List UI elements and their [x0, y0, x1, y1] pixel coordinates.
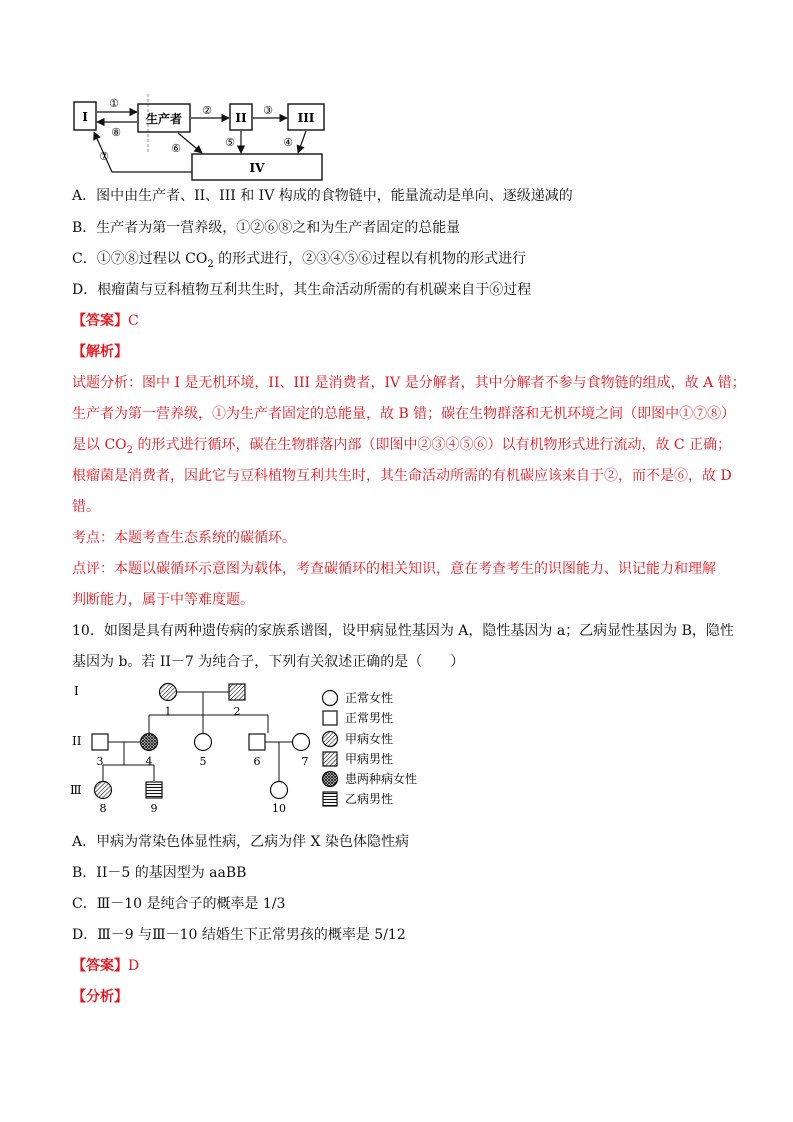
- pedigree-number-2: 2: [233, 705, 241, 718]
- legend-symbol-both-diseases-female: [323, 772, 338, 787]
- arrow-num-1: ①: [109, 97, 119, 110]
- q10-option-c: C．Ⅲ－10 是纯合子的概率是 1/3: [72, 896, 286, 912]
- legend-label-disease-a-male: 甲病男性: [345, 752, 394, 766]
- q9-analysis-line-2: 生产者为第一营养级，①为生产者固定的总能量，故 B 错；碳在生物群落和无机环境之间（即图中①⑦⑧）: [72, 406, 736, 422]
- q9-option-c-pre: C．①⑦⑧过程以 CO: [72, 251, 208, 267]
- arrow-num-6: ⑥: [171, 142, 181, 155]
- q9-analysis-line-3-post: 的形式进行循环，碳在生物群落内部（即图中②③④⑤⑥）以有机物形式进行流动，故 C 正确；: [133, 437, 732, 453]
- label-III: III: [297, 111, 315, 125]
- q9-option-c: [72, 249, 526, 269]
- legend-label-both-diseases-female: 患两种病女性: [345, 772, 418, 786]
- q10-answer: [72, 956, 139, 976]
- q9-analysis-line-3: [72, 435, 731, 455]
- pedigree-individual-10: [271, 782, 288, 799]
- q9-analysis-label: 【解析】: [72, 344, 128, 360]
- pedigree-number-5: 5: [199, 755, 207, 768]
- pedigree-chart: [68, 675, 488, 825]
- q9-option-d: D．根瘤菌与豆科植物互利共生时，其生命活动所需的有机碳来自于⑥过程: [72, 282, 532, 298]
- q9-answer-label: 【答案】: [72, 313, 128, 329]
- pedigree-number-1: 1: [164, 705, 172, 718]
- q10-answer-label: 【答案】: [72, 958, 128, 974]
- legend-symbol-disease-b-male: [323, 792, 337, 806]
- q9-answer: [72, 311, 139, 331]
- pedigree-individual-3: [92, 734, 108, 750]
- legend-symbol-disease-a-female: [323, 732, 338, 747]
- q10-stem-line-1: 10．如图是具有两种遗传病的家族系谱图，设甲病显性基因为 A，隐性基因为 a；乙病显性基因为 B，隐性: [72, 623, 734, 639]
- label-producer: 生产者: [145, 112, 183, 126]
- label-IV: IV: [249, 161, 265, 175]
- q9-kaodian: 考点：本题考查生态系统的碳循环。: [72, 530, 296, 546]
- arrow-num-5: ⑤: [225, 136, 235, 149]
- arrow-num-8: ⑧: [111, 126, 121, 139]
- legend-label-disease-a-female: 甲病女性: [345, 732, 394, 746]
- carbon-cycle-diagram: [68, 92, 328, 192]
- pedigree-individual-9: [146, 782, 162, 798]
- generation-label-2: II: [72, 734, 82, 748]
- pedigree-individual-5: [195, 734, 212, 751]
- q9-dianping-line-2: 判断能力，属于中等难度题。: [72, 592, 254, 608]
- q10-stem-line-2: 基因为 b。若 II－7 为纯合子，下列有关叙述正确的是（ ）: [72, 654, 465, 670]
- q9-analysis-heading: [72, 342, 128, 362]
- q10-analysis-label: 【分析】: [72, 989, 128, 1005]
- q10-option-d: D．Ⅲ－9 与Ⅲ－10 结婚生下正常男孩的概率是 5/12: [72, 927, 406, 943]
- q9-option-b: B．生产者为第一营养级，①②⑥⑧之和为生产者固定的总能量: [72, 220, 461, 236]
- legend-label-normal-female: 正常女性: [345, 691, 394, 705]
- q9-analysis-line-5: 错。: [72, 499, 100, 515]
- q9-option-a: A．图中由生产者、II、III 和 IV 构成的食物链中，能量流动是单向、逐级递减的: [72, 188, 573, 204]
- legend-symbol-normal-female: [323, 691, 338, 706]
- q9-analysis-line-1: 试题分析：图中 I 是无机环境，II、III 是消费者，IV 是分解者，其中分解者不参与食物链的组成，故 A 错；: [72, 375, 746, 391]
- generation-label-1: I: [74, 684, 79, 698]
- q9-option-c-sub: 2: [207, 258, 214, 270]
- legend-symbol-disease-a-male: [323, 752, 337, 766]
- pedigree-individual-1: [160, 684, 177, 701]
- q10-option-b: B．II－5 的基因型为 aaBB: [72, 865, 247, 881]
- pedigree-number-6: 6: [253, 755, 261, 768]
- q10-analysis-heading: [72, 987, 128, 1007]
- arrow-num-4: ④: [283, 136, 293, 149]
- pedigree-individual-4: [141, 734, 158, 751]
- q9-analysis-line-4: 根瘤菌是消费者，因此它与豆科植物互利共生时，其生命活动所需的有机碳应该来自于②，而不是⑥，故 D: [72, 468, 732, 484]
- q10-option-a: A．甲病为常染色体显性病，乙病为伴 X 染色体隐性病: [72, 834, 409, 850]
- pedigree-number-8: 8: [99, 802, 107, 815]
- arrow-num-3: ③: [263, 104, 273, 117]
- q9-analysis-line-3-pre: 是以 CO: [72, 437, 127, 453]
- label-I: I: [82, 110, 88, 124]
- pedigree-individual-6: [249, 734, 265, 750]
- pedigree-number-4: 4: [145, 755, 153, 768]
- legend-label-disease-b-male: 乙病男性: [345, 792, 394, 806]
- pedigree-number-10: 10: [272, 802, 286, 815]
- label-II: II: [235, 111, 247, 125]
- q9-analysis-line-3-sub: 2: [126, 444, 134, 456]
- legend-symbol-normal-male: [323, 711, 337, 725]
- q9-option-c-post: 的形式进行，②③④⑤⑥过程以有机物的形式进行: [213, 251, 527, 267]
- generation-label-3: Ⅲ: [70, 783, 82, 797]
- q9-answer-value: C: [128, 313, 139, 329]
- pedigree-individual-8: [95, 782, 112, 799]
- q10-answer-value: D: [128, 958, 140, 974]
- q9-dianping-line-1: 点评：本题以碳循环示意图为载体，考查碳循环的相关知识，意在考查考生的识图能力、识记能力和理解: [72, 561, 716, 577]
- pedigree-number-3: 3: [96, 755, 104, 768]
- legend-label-normal-male: 正常男性: [345, 711, 394, 725]
- pedigree-individual-2: [229, 684, 245, 700]
- pedigree-individual-7: [293, 734, 310, 751]
- arrow-num-2: ②: [202, 104, 212, 117]
- pedigree-number-7: 7: [301, 755, 309, 768]
- arrow-num-7: ⑦: [99, 150, 109, 163]
- pedigree-number-9: 9: [150, 802, 158, 815]
